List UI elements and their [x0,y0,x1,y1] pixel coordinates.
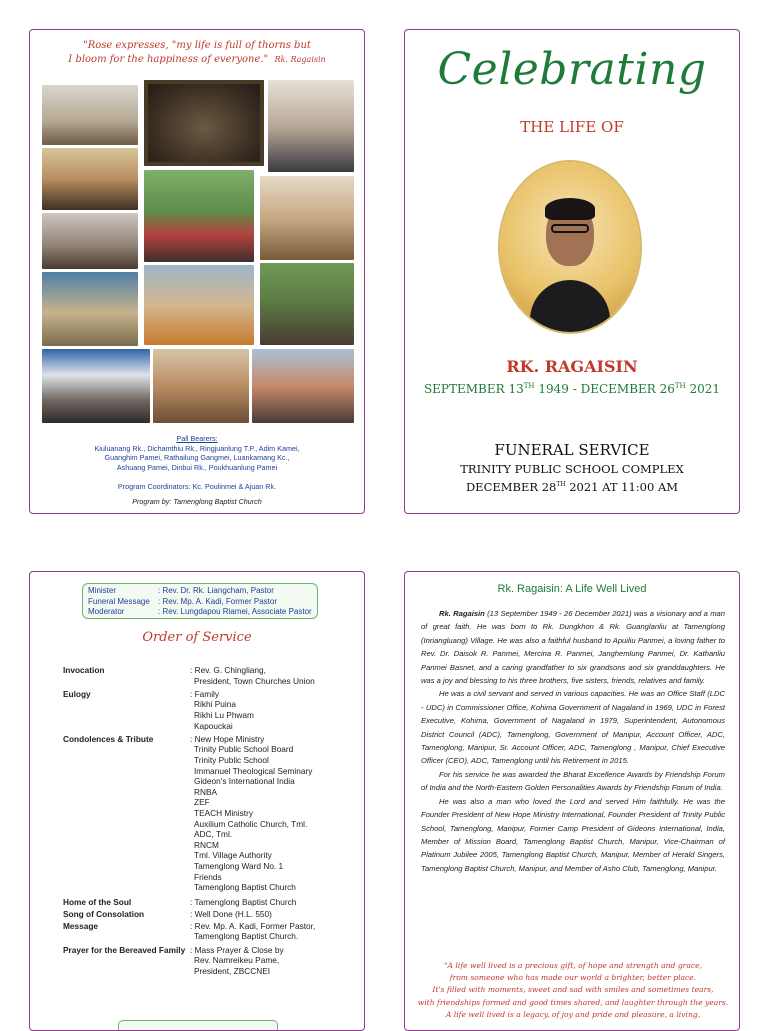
date-end: 2021 [685,382,721,396]
order-item [63,945,353,977]
photo-group-5 [252,349,354,423]
order-item-line: : Family [190,688,220,699]
photo-couple-home [268,80,354,172]
order-item [63,909,353,920]
order-panel [29,571,365,1031]
quote-line-2-text: I bloom for the happiness of everyone." [68,54,269,65]
portrait-hair [545,198,595,220]
order-item-line: : Well Done (H.L. 550) [190,908,272,919]
service-time: 2021 AT 11:00 AM [565,479,679,494]
order-item-line: Friends [194,871,222,882]
order-item-line: RNBA [194,786,218,797]
quote-line-2 [30,53,364,67]
portrait-figure [530,280,610,332]
life-dates [405,382,739,396]
order-item [63,665,353,686]
order-item-line: ZEF [194,797,210,808]
date-start: SEPTEMBER 13 [423,382,524,396]
date-mid: 1949 - DECEMBER 26 [534,382,675,396]
photo-family-indoor [153,349,249,423]
order-of-service-heading: Order of Service [142,630,252,645]
order-item-value [190,909,353,920]
photo-family-small [42,148,138,210]
committee-box [118,1020,278,1031]
order-item-line: President, ZBCCNEI [194,965,271,976]
minister-label: Minister [88,586,117,595]
photo-group-outdoor [260,263,354,345]
poem-line: A life well lived is a legacy, of joy and pride and pleasure, a living, [445,1009,701,1019]
bio-title: Rk. Ragaisin: A Life Well Lived [497,583,647,595]
order-item-line: : Mass Prayer & Close by [190,944,284,955]
quote-line-1: "Rose expresses, "my life is full of thorns but [83,40,311,51]
moderator-value: : Rev. Lungdapou Riamei, Associate Pastor [158,607,312,616]
bio-paragraph-4: He was also a man who loved the Lord and served Him faithfully. He was the Founder President of New Hope Ministry International, Founder President of Trinity Public School, Tamenglong, Manipur, Former Camp President of Gideons International, India, Member of Mission Board, Tamenglong Baptist Church, Manipur, Vice-Chairman of Platinum Jubilee 2005, Tamenglong Baptist Church, Manipur, Member of Herald Singers, Tamenglong Baptist Church, Manipur, and Member of Asho Club, Tamenglong, Manipur. [421,796,725,873]
order-item-line: Rikhi Puina [194,699,236,710]
date-start-sup: TH [523,382,535,390]
memorial-portrait [500,162,640,332]
bio-paragraph-2: He was a civil servant and served in various capacities. He was an Office Staff (LDC - UDC) in Commissioner Office, Kohima Government of Nagaland in 1969, UDC in Forest Executive, Kohima, Government of Nagaland in 1979, Superintendent, Autonomous District Council (ADC), Tamenglong, Government of Manipur, Account Officer, ADC, Tamenglong, Manipur, Sr. Account Officer, ADC, Tamenglong , Manipur, Chief Executive Officer (CEO), ADC, Tamenglong until his Retirement in 2015. [421,689,725,766]
order-item [63,689,353,731]
pall-title-text: Pall Bearers: [176,434,218,443]
order-item-label: Home of the Soul [63,896,132,907]
order-item-value [190,921,353,942]
order-item [63,734,353,893]
cover-panel [404,29,740,514]
order-item-line: Rikhi Lu Phwam [194,709,254,720]
message-value: : Rev. Mp. A. Kadi, Former Pastor [158,596,277,606]
moderator-label: Moderator [88,607,125,616]
photo-group-1 [42,85,138,145]
venue-block [405,461,739,495]
order-item-value [190,945,353,977]
quote-author: Rk. Ragaisin [274,55,326,64]
order-item-line: Trinity Public School Board [194,744,294,755]
pall-line-3: Ashuang Pamei, Dinbui Rk., Poukhuanlung Pamei [116,462,278,472]
closing-poem [415,960,731,1021]
order-item-value [190,665,353,686]
order-item-line: Tml. Village Authority [194,850,272,861]
deceased-name: RK. RAGAISIN [506,357,638,376]
order-item-line: Trinity Public School [194,754,269,765]
the-life-of: THE LIFE OF [520,118,624,136]
venue-name: TRINITY PUBLIC SCHOOL COMPLEX [460,462,684,476]
order-item-line: Kapouckai [194,720,233,731]
pall-bearers-title [30,434,364,444]
order-item-line: : New Hope Ministry [190,733,265,744]
order-item [63,921,353,942]
bio-text [421,607,725,875]
celebrating-title: Celebrating [437,44,707,95]
order-item-line: ADC, Tml. [194,829,233,840]
poem-line: with friendships formed and good times shared, and laughter through the years. [417,997,729,1007]
order-item-value [190,734,353,893]
order-item-line: Tamenglong Ward No. 1 [194,860,284,871]
order-item-label: Condolences & Tribute [63,733,154,744]
collage-panel [29,29,365,514]
order-item-line: : Tamenglong Baptist Church [190,896,297,907]
program-coordinators: Program Coordinators: Kc. Poulinmei & Ajuan Rk. [117,482,277,491]
photo-church-group [42,349,150,423]
order-item-value [190,689,353,731]
order-item-line: President, Town Churches Union [194,675,315,686]
minister-row [88,586,312,597]
bio-paragraph-3: For his service he was awarded the Bharat Excellence Awards by Friendship Forum of India and the North-Eastern Golden Personalities Awards by Friendship Forum of India. [421,769,725,793]
message-row [88,597,312,608]
pall-line-2: Guanghim Pamei, Rathailung Gangmei, Luankamang Kc., [104,453,290,462]
order-item-label: Eulogy [63,688,91,699]
minister-value: : Rev. Dr. Rk. Liangcham, Pastor [158,586,274,595]
pall-bearers [30,434,364,472]
photo-group-4 [42,272,138,346]
photo-group-2 [260,176,354,260]
glasses-icon [551,224,589,233]
date-end-sup: TH [674,382,686,390]
order-item-label: Song of Consolation [63,908,145,919]
order-item-line: Tamenglong Baptist Church [194,882,296,893]
message-label: Funeral Message [88,596,150,606]
order-item-value [190,897,353,908]
bio-paragraph-1 [421,607,725,687]
order-item-label: Message [63,920,99,931]
order-item-line: RNCM [194,839,219,850]
photo-portrait-garden [144,170,254,262]
funeral-service-heading: FUNERAL SERVICE [494,441,650,459]
order-item-label: Prayer for the Bereaved Family [63,944,186,955]
service-datetime [405,477,739,495]
photo-couple-formal [144,265,254,345]
bio-name-bold: Rk. Ragaisin [439,609,485,618]
order-item-line: Immanuel Theological Seminary [194,765,313,776]
poem-line: It's filled with moments, sweet and sad with smiles and sometimes tears, [432,985,714,995]
poem-line: "A life well lived is a precious gift, of hope and strength and grace, [443,961,703,970]
rose-quote [30,39,364,67]
service-date: DECEMBER 28 [465,479,557,494]
order-item-line: TEACH Ministry [194,807,254,818]
moderator-row [88,607,312,618]
order-item-line: Gideon's International India [194,776,295,787]
pall-line-1: Kiuluanang Rk., Dichamthiu Rk., Ringjuanlung T.P., Adim Kamei, [94,443,300,453]
bio-p1-text: (13 September 1949 - 26 December 2021) was a visionary and a man of great faith. He was born to Rk. Dungkhon & Rk. Guanglanliu at Tamenglong (Inriangluang) Village. He was also a faithful husband to Apuiliu Panmei, a loving father to Rev. Dr. Daisok R. Panmei, Mercina R. Panmei, Janghemlung Panmei, Dr. Kathanliu Panmei Basnet, and a caring grandfather to six grandsons and six granddaughters. He was a joy and blessing to his three brothers, five sisters, friends, relatives and family. [421,609,725,686]
order-item-line: Auxilium Catholic Church, Tml. [194,818,308,829]
order-item-line: Tamenglong Baptist Church. [194,931,299,942]
bio-panel [404,571,740,1031]
order-item-label: Invocation [63,665,105,675]
photo-group-3 [42,213,138,269]
program-by: Program by: Tamenglong Baptist Church [132,497,262,506]
order-item [63,897,353,908]
order-item-line: : Rev. Mp. A. Kadi, Former Pastor, [190,920,316,931]
photo-framed-portrait [144,80,264,166]
service-date-sup: TH [556,481,566,488]
officiants-box [82,583,318,619]
order-item-line: : Rev. G. Chingliang, [190,665,266,675]
poem-line: from someone who has made our world a brighter, better place. [449,973,697,983]
order-item-line: Rev. Namreikeu Pame, [194,955,280,966]
